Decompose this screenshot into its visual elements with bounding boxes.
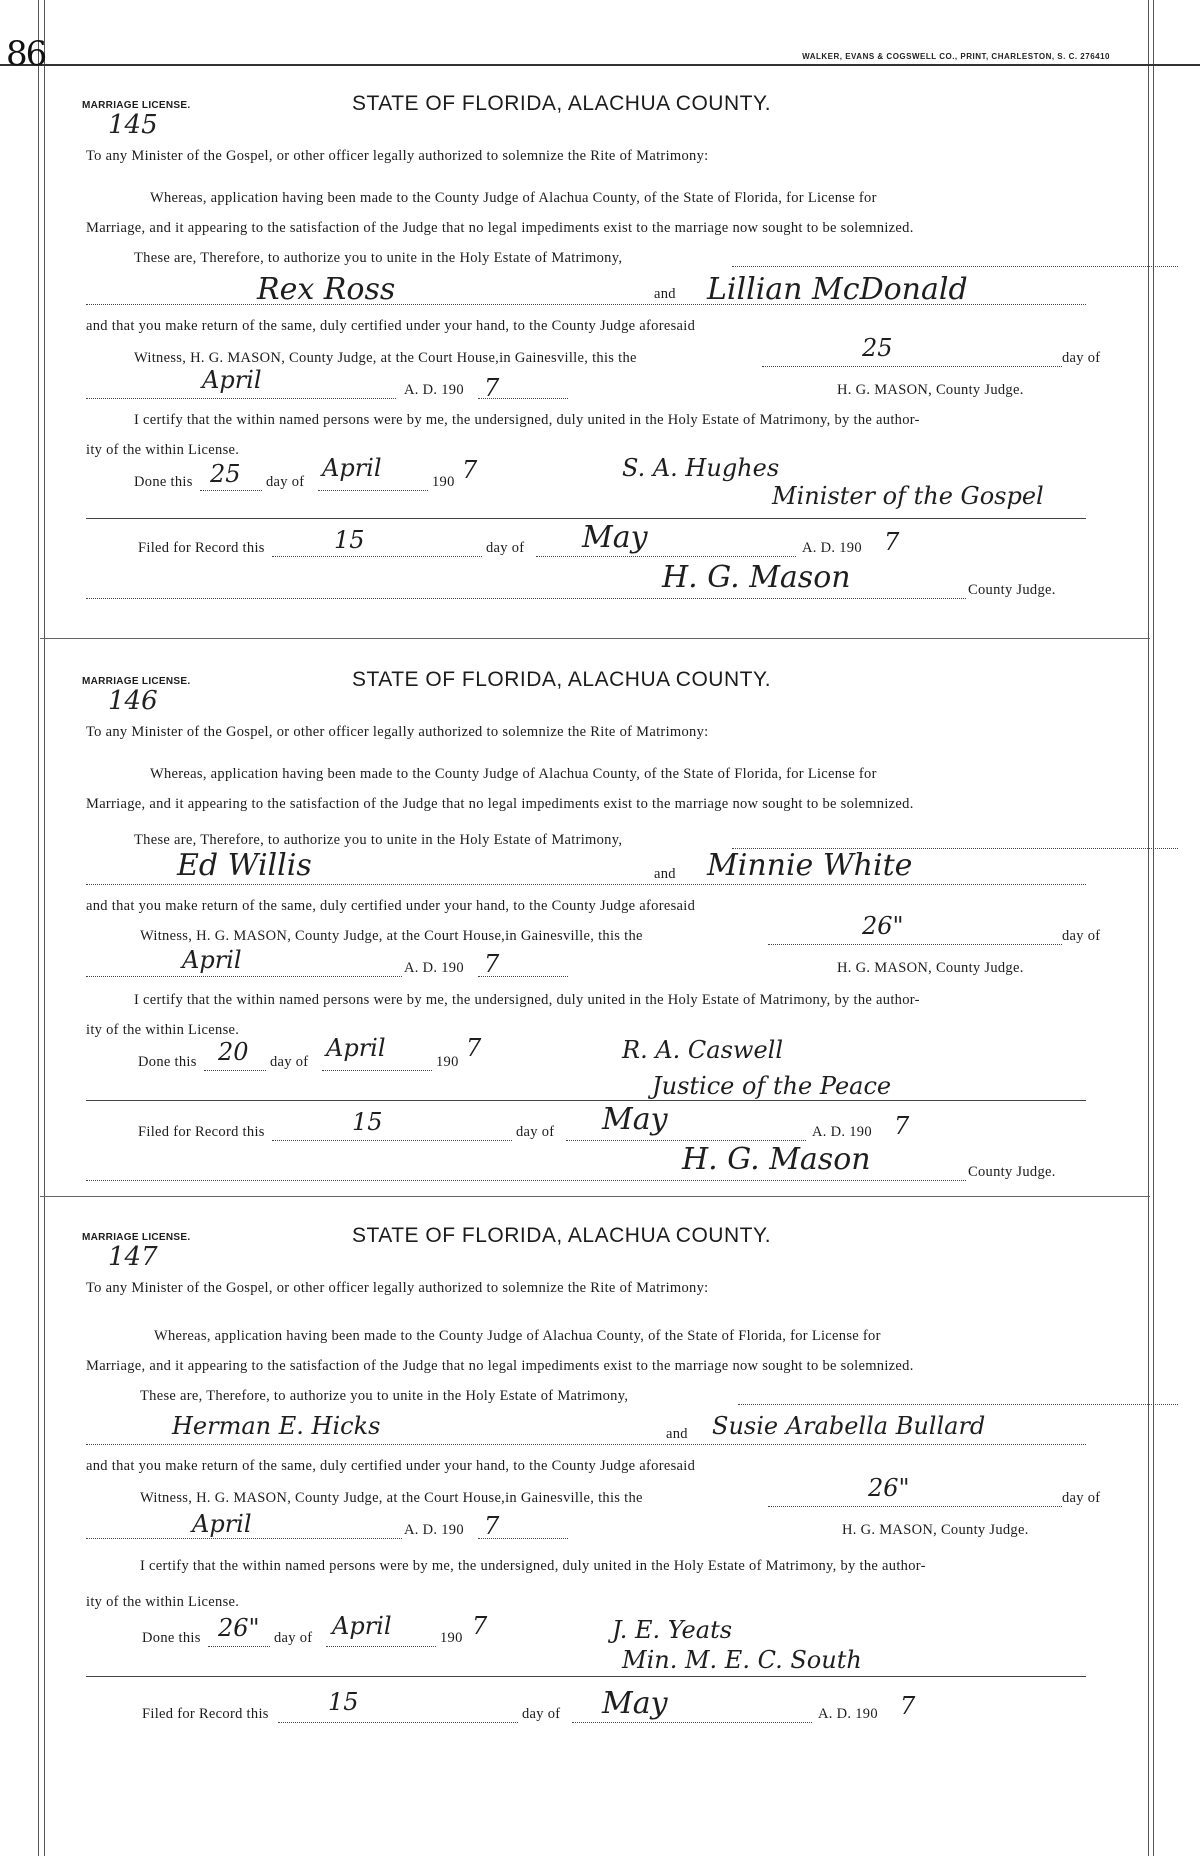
done-day-line: [204, 1070, 266, 1071]
salutation: To any Minister of the Gospel, or other officer legally authorized to solemnize the Rite of Matrimony:: [86, 148, 709, 164]
done-month-line: [322, 1070, 432, 1071]
return-line: and that you make return of the same, duly certified under your hand, to the County Judge aforesaid: [86, 318, 696, 334]
officiant-title: Min. M. E. C. South: [622, 1646, 862, 1674]
filed-month-line: [536, 556, 796, 557]
witness-month: April: [182, 946, 242, 974]
license-label: MARRIAGE LICENSE.: [82, 676, 191, 687]
judge-signature: H. G. MASON, County Judge.: [837, 382, 1024, 398]
officiant-name: J. E. Yeats: [612, 1616, 733, 1644]
witness-year: 7: [484, 374, 500, 402]
done-year: 7: [472, 1612, 488, 1640]
right-margin-line-2: [1153, 0, 1154, 1856]
ad-label: A. D. 190: [404, 382, 464, 398]
county-judge-label: County Judge.: [968, 582, 1056, 598]
filed-month-line: [572, 1722, 812, 1723]
whereas-line-1: Whereas, application having been made to the County Judge of Alachua County, of the State of Florida, for License for: [150, 190, 877, 206]
filed-day-of-label: day of: [516, 1124, 555, 1140]
done-day: 26": [218, 1614, 260, 1642]
done-day-of-label: day of: [266, 474, 305, 490]
right-margin-line: [1148, 0, 1149, 1856]
done-month: April: [326, 1034, 386, 1062]
salutation: To any Minister of the Gospel, or other officer legally authorized to solemnize the Rite of Matrimony:: [86, 724, 709, 740]
filed-day: 15: [328, 1688, 359, 1716]
done-this-label: Done this: [142, 1630, 201, 1646]
recorder-line: [86, 1180, 966, 1181]
done-day: 25: [210, 460, 241, 488]
filed-ad-label: A. D. 190: [818, 1706, 878, 1722]
witness-day: 26": [862, 912, 904, 940]
witness-month-line: [86, 976, 402, 977]
filed-day-line: [278, 1722, 518, 1723]
witness-day-line: [768, 944, 1062, 945]
these-are-leader: [738, 1404, 1178, 1405]
judge-signature: H. G. MASON, County Judge.: [837, 960, 1024, 976]
done-year-prefix: 190: [432, 474, 455, 490]
witness-day: 25: [862, 334, 893, 362]
witness-line: Witness, H. G. MASON, County Judge, at the Court House,in Gainesville, this the: [140, 1490, 643, 1506]
license-label: MARRIAGE LICENSE.: [82, 1232, 191, 1243]
bride-name: Susie Arabella Bullard: [712, 1412, 986, 1440]
these-are-line: These are, Therefore, to authorize you to unite in the Holy Estate of Matrimony,: [134, 832, 623, 848]
done-day-of-label: day of: [270, 1054, 309, 1070]
license-number: 146: [108, 686, 158, 716]
license-heading: STATE OF FLORIDA, ALACHUA COUNTY.: [352, 668, 772, 691]
salutation: To any Minister of the Gospel, or other officer legally authorized to solemnize the Rite of Matrimony:: [86, 1280, 709, 1296]
witness-year-line: [478, 1538, 568, 1539]
license-heading: STATE OF FLORIDA, ALACHUA COUNTY.: [352, 1224, 772, 1247]
whereas-line-1: Whereas, application having been made to the County Judge of Alachua County, of the State of Florida, for License for: [150, 766, 877, 782]
these-are-line: These are, Therefore, to authorize you to unite in the Holy Estate of Matrimony,: [140, 1388, 629, 1404]
judge-signature: H. G. MASON, County Judge.: [842, 1522, 1029, 1538]
officiant-title: Minister of the Gospel: [772, 482, 1044, 510]
signature-rule: [86, 518, 1086, 519]
license-separator: [40, 638, 1150, 639]
filed-ad-label: A. D. 190: [812, 1124, 872, 1140]
whereas-line-2: Marriage, and it appearing to the satisfaction of the Judge that no legal impediments exist to the marriage now sought to be solemnized.: [86, 1358, 914, 1374]
license-label: MARRIAGE LICENSE.: [82, 100, 191, 111]
whereas-line-2: Marriage, and it appearing to the satisfaction of the Judge that no legal impediments exist to the marriage now sought to be solemnized.: [86, 220, 914, 236]
names-line: [86, 1444, 1086, 1445]
filed-label: Filed for Record this: [138, 540, 265, 556]
license-number: 147: [108, 1242, 158, 1272]
filed-month-line: [566, 1140, 806, 1141]
certify-line-2: ity of the within License.: [86, 442, 240, 458]
these-are-line: These are, Therefore, to authorize you to unite in the Holy Estate of Matrimony,: [134, 250, 623, 266]
county-judge-label: County Judge.: [968, 1164, 1056, 1180]
witness-line: Witness, H. G. MASON, County Judge, at the Court House,in Gainesville, this the: [140, 928, 643, 944]
return-line: and that you make return of the same, duly certified under your hand, to the County Judge aforesaid: [86, 898, 696, 914]
officiant-title: Justice of the Peace: [652, 1072, 892, 1100]
license-entry: [82, 92, 1102, 670]
groom-name: Herman E. Hicks: [172, 1412, 381, 1440]
witness-day-line: [762, 366, 1062, 367]
ad-label: A. D. 190: [404, 960, 464, 976]
witness-month-line: [86, 398, 396, 399]
witness-year-line: [478, 398, 568, 399]
license-separator: [40, 1196, 1150, 1197]
witness-year: 7: [484, 1512, 500, 1540]
certify-line-2: ity of the within License.: [86, 1022, 240, 1038]
bride-name: Lillian McDonald: [707, 272, 968, 307]
signature-rule: [86, 1100, 1086, 1101]
done-year: 7: [462, 456, 478, 484]
signature-rule: [86, 1676, 1086, 1677]
done-day-of-label: day of: [274, 1630, 313, 1646]
done-day-line: [200, 490, 262, 491]
recorder-line: [86, 598, 966, 599]
recorder-signature: H. G. Mason: [662, 560, 851, 595]
done-month-line: [318, 490, 428, 491]
certify-line-1: I certify that the within named persons were by me, the undersigned, duly united in the Holy Estate of Matrimony, by the author-: [134, 412, 920, 428]
printer-imprint: WALKER, EVANS & COGSWELL CO., PRINT, CHARLESTON, S. C. 276410: [802, 52, 1110, 61]
filed-day-line: [272, 556, 482, 557]
groom-name: Ed Willis: [177, 848, 312, 883]
left-margin-line-2: [44, 0, 45, 1856]
witness-line: Witness, H. G. MASON, County Judge, at the Court House,in Gainesville, this the: [134, 350, 637, 366]
certify-line-1: I certify that the within named persons were by me, the undersigned, duly united in the Holy Estate of Matrimony, by the author-: [134, 992, 920, 1008]
done-day-line: [208, 1646, 270, 1647]
witness-year-line: [478, 976, 568, 977]
done-year-prefix: 190: [436, 1054, 459, 1070]
ad-label: A. D. 190: [404, 1522, 464, 1538]
filed-month: May: [602, 1102, 668, 1137]
return-line: and that you make return of the same, duly certified under your hand, to the County Judge aforesaid: [86, 1458, 696, 1474]
filed-day-of-label: day of: [486, 540, 525, 556]
filed-year: 7: [900, 1692, 916, 1720]
page-number: 86: [6, 34, 46, 74]
whereas-line-2: Marriage, and it appearing to the satisfaction of the Judge that no legal impediments exist to the marriage now sought to be solemnized.: [86, 796, 914, 812]
top-rule: [0, 64, 1200, 66]
officiant-name: S. A. Hughes: [622, 454, 780, 482]
witness-day-line: [768, 1506, 1062, 1507]
witness-year: 7: [484, 950, 500, 978]
done-year-prefix: 190: [440, 1630, 463, 1646]
done-year: 7: [466, 1034, 482, 1062]
day-of-label: day of: [1062, 928, 1101, 944]
done-month-line: [326, 1646, 436, 1647]
filed-day: 15: [334, 526, 365, 554]
officiant-name: R. A. Caswell: [622, 1036, 784, 1064]
left-margin-line: [38, 0, 39, 1856]
filed-year: 7: [884, 528, 900, 556]
license-number: 145: [108, 110, 158, 140]
done-this-label: Done this: [138, 1054, 197, 1070]
filed-day-of-label: day of: [522, 1706, 561, 1722]
these-are-leader: [732, 266, 1178, 267]
filed-ad-label: A. D. 190: [802, 540, 862, 556]
witness-month: April: [192, 1510, 252, 1538]
day-of-label: day of: [1062, 1490, 1101, 1506]
filed-year: 7: [894, 1112, 910, 1140]
filed-month: May: [602, 1686, 668, 1721]
filed-month: May: [582, 520, 648, 555]
whereas-line-1: Whereas, application having been made to the County Judge of Alachua County, of the State of Florida, for License for: [154, 1328, 881, 1344]
names-line: [86, 304, 1086, 305]
recorder-signature: H. G. Mason: [682, 1142, 871, 1177]
and-label: and: [666, 1426, 688, 1442]
bride-name: Minnie White: [707, 848, 913, 883]
filed-day: 15: [352, 1108, 383, 1136]
license-entry: [82, 668, 1102, 1246]
groom-name: Rex Ross: [257, 272, 396, 307]
done-day: 20: [218, 1038, 249, 1066]
names-line: [86, 884, 1086, 885]
filed-day-line: [272, 1140, 512, 1141]
and-label: and: [654, 866, 676, 882]
license-entry: [82, 1224, 1102, 1802]
filed-label: Filed for Record this: [142, 1706, 269, 1722]
witness-month: April: [202, 366, 262, 394]
license-heading: STATE OF FLORIDA, ALACHUA COUNTY.: [352, 92, 772, 115]
done-month: April: [322, 454, 382, 482]
and-label: and: [654, 286, 676, 302]
done-month: April: [332, 1612, 392, 1640]
witness-day: 26": [868, 1474, 910, 1502]
day-of-label: day of: [1062, 350, 1101, 366]
certify-line-2: ity of the within License.: [86, 1594, 240, 1610]
done-this-label: Done this: [134, 474, 193, 490]
witness-month-line: [86, 1538, 402, 1539]
filed-label: Filed for Record this: [138, 1124, 265, 1140]
certify-line-1: I certify that the within named persons were by me, the undersigned, duly united in the Holy Estate of Matrimony, by the author-: [140, 1558, 926, 1574]
